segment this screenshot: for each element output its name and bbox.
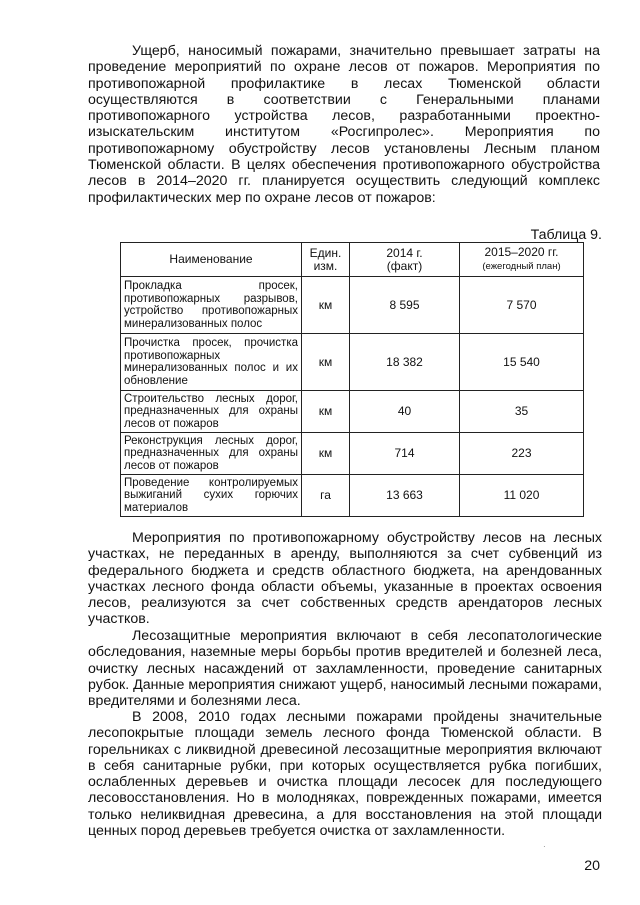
row-unit: км xyxy=(302,277,350,334)
table-row xyxy=(121,334,584,391)
row-name: Строительство лесных дорог, предназначенных для охраны лесов от пожаров xyxy=(121,391,302,433)
row-unit: га xyxy=(302,475,350,517)
row-name: Проведение контролируемых выжиганий сухих горючих материалов xyxy=(121,475,302,517)
row-unit: км xyxy=(302,391,350,433)
row-2014-value: 13 663 xyxy=(350,475,460,517)
row-unit: км xyxy=(302,334,350,391)
row-2014-value: 8 595 xyxy=(350,277,460,334)
paragraph-damage-intro: Ущерб, наносимый пожарами, значительно превышает затраты на проведение мероприятий по охране лесов от пожаров. Мероприятия по противопожарной профилактике в лесах Тюменской области осуществляются в соответствии с Генеральными планами противопожарного устройства лесов, разработанными проектно-изыскательским институтом «Росгипролес». Мероприятия по противопожарному обустройству лесов установлены Лесным планом Тюменской области. В целях обеспечения противопожарного обустройства лесов в 2014–2020 гг. планируется осуществить следующий комплекс профилактических мер по охране лесов от пожаров: xyxy=(88,43,600,206)
table-row xyxy=(121,475,584,517)
row-plan-value: 35 xyxy=(460,391,584,433)
row-plan-value: 7 570 xyxy=(460,277,584,334)
table-header-row xyxy=(121,243,584,277)
table-row xyxy=(121,277,584,334)
row-name: Прокладка просек, противопожарных разрывов, устройство противопожарных минерализованных полос xyxy=(121,277,302,334)
page-number: 20 xyxy=(584,858,600,874)
row-plan-value: 15 540 xyxy=(460,334,584,391)
row-unit: км xyxy=(302,433,350,475)
header-2014: 2014 г. (факт) xyxy=(350,243,460,277)
scan-speck: · xyxy=(543,842,546,851)
row-plan-value: 223 xyxy=(460,433,584,475)
table-row xyxy=(121,391,584,433)
row-2014-value: 40 xyxy=(350,391,460,433)
header-name: Наименование xyxy=(121,243,302,277)
table-row xyxy=(121,433,584,475)
row-plan-value: 11 020 xyxy=(460,475,584,517)
table-caption: Таблица 9. xyxy=(530,227,602,243)
header-plan: 2015–2020 гг. (ежегодный план) xyxy=(460,243,584,277)
row-name: Реконструкция лесных дорог, предназначенных для охраны лесов от пожаров xyxy=(121,433,302,475)
paragraph-forest-protection: Лесозащитные мероприятия включают в себя лесопатологические обследования, наземные меры борьбы против вредителей и болезней леса, очистку лесных насаждений от захламленности, проведение санитарных рубок. Данные мероприятия снижают ущерб, наносимый лесными пожарами, вредителями и болезнями леса. xyxy=(88,628,602,710)
row-2014-value: 714 xyxy=(350,433,460,475)
paragraph-funding: Мероприятия по противопожарному обустройству лесов на лесных участках, не переданных в аренду, выполняются за счет субвенций из федерального бюджета и средств областного бюджета, на арендованных участках лесного фонда области объемы, указанные в проектах освоения лесов, реализуются за счет собственных средств арендаторов лесных участков. xyxy=(88,530,602,628)
paragraph-burned-areas: В 2008, 2010 годах лесными пожарами пройдены значительные лесопокрытые площади земель лесного фонда Тюменской области. В горельниках с ликвидной древесиной лесозащитные мероприятия включают в себя санитарные рубки, при которых осуществляется рубка погибших, ослабленных деревьев и очистка площади лесосек для последующего лесовосстановления. Но в молодняках, поврежденных пожарами, имеется только неликвидная древесина, а для восстановления на этой площади ценных пород деревьев требуется очистка от захламленности. xyxy=(88,709,602,840)
row-name: Прочистка просек, прочистка противопожарных минерализованных полос и их обновление xyxy=(121,334,302,391)
header-unit: Един. изм. xyxy=(302,243,350,277)
fire-prevention-table xyxy=(120,242,584,517)
row-2014-value: 18 382 xyxy=(350,334,460,391)
